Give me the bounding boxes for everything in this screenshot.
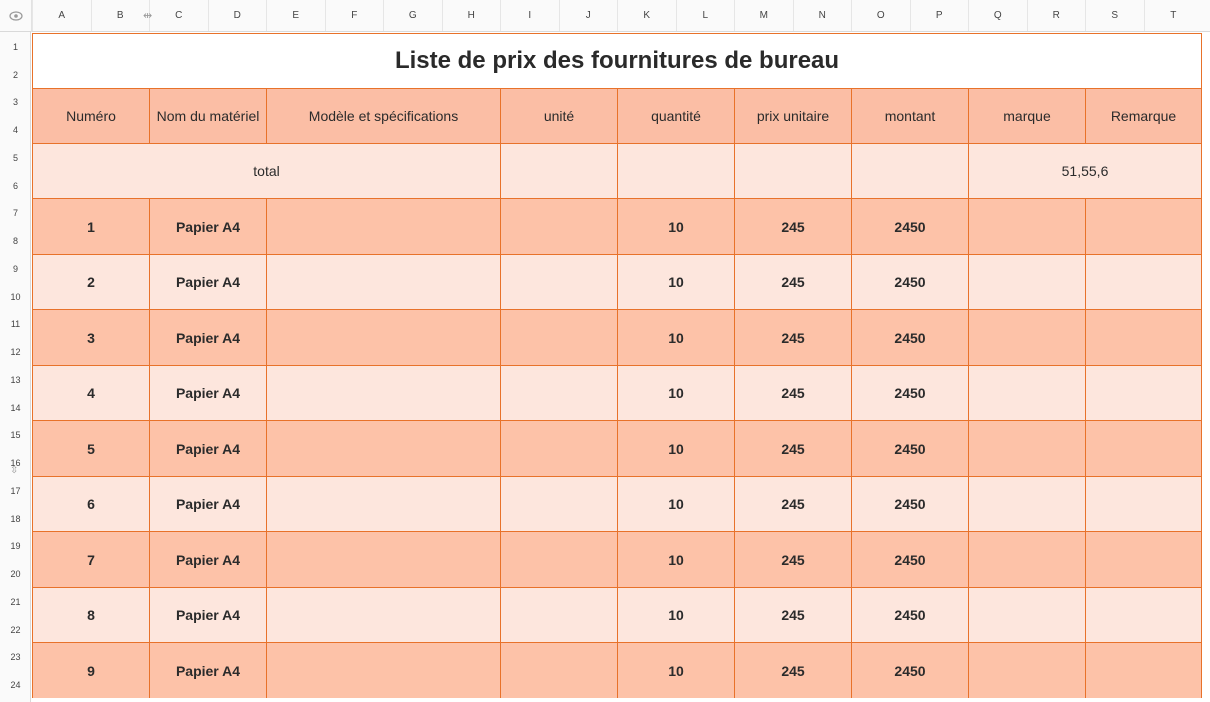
marque-cell[interactable] [968,587,1085,643]
column-header[interactable]: D [208,0,267,31]
total-value[interactable]: 51,55,6 [968,143,1202,198]
item-numero[interactable]: 8 [32,587,149,643]
modele-cell[interactable] [266,420,500,476]
unite-cell[interactable] [500,254,617,310]
item-quantite[interactable]: 10 [617,309,734,365]
row-header[interactable]: 24 [10,680,21,691]
row-header[interactable]: 3 [12,97,18,108]
marque-cell[interactable] [968,642,1085,698]
item-numero[interactable]: 6 [32,476,149,532]
remarque-cell[interactable] [1085,642,1202,698]
header-remarque[interactable]: Remarque [1085,88,1202,143]
column-header[interactable]: R [1027,0,1086,31]
marque-cell[interactable] [968,309,1085,365]
column-header[interactable]: Q [968,0,1027,31]
item-montant[interactable]: 2450 [851,476,968,532]
unite-cell[interactable] [500,476,617,532]
remarque-cell[interactable] [1085,365,1202,421]
header-modele[interactable]: Modèle et spécifications [266,88,500,143]
item-numero[interactable]: 2 [32,254,149,310]
row-header[interactable]: 21 [10,596,21,607]
item-nom[interactable]: Papier A4 [149,587,266,643]
item-quantite[interactable]: 10 [617,587,734,643]
marque-cell[interactable] [968,198,1085,254]
unite-cell[interactable] [500,365,617,421]
item-prix[interactable]: 245 [734,531,851,587]
row-header[interactable]: 18 [10,513,21,524]
row-header[interactable]: 2 [12,69,18,80]
item-nom[interactable]: Papier A4 [149,531,266,587]
row-header[interactable]: 7 [12,208,18,219]
item-prix[interactable]: 245 [734,587,851,643]
unite-cell[interactable] [500,198,617,254]
row-header[interactable]: 23 [10,652,21,663]
column-header[interactable]: O [851,0,910,31]
column-header[interactable]: K [617,0,676,31]
remarque-cell[interactable] [1085,531,1202,587]
item-nom[interactable]: Papier A4 [149,254,266,310]
item-quantite[interactable]: 10 [617,642,734,698]
item-quantite[interactable]: 10 [617,420,734,476]
column-header[interactable]: M [734,0,793,31]
item-quantite[interactable]: 10 [617,365,734,421]
item-nom[interactable]: Papier A4 [149,642,266,698]
header-prix[interactable]: prix unitaire [734,88,851,143]
item-nom[interactable]: Papier A4 [149,198,266,254]
header-nom[interactable]: Nom du matériel [149,88,266,143]
item-numero[interactable]: 1 [32,198,149,254]
remarque-cell[interactable] [1085,254,1202,310]
modele-cell[interactable] [266,642,500,698]
eye-icon[interactable] [0,0,32,32]
row-header[interactable]: 8 [12,236,18,247]
modele-cell[interactable] [266,309,500,365]
column-header[interactable]: L [676,0,735,31]
header-unite[interactable]: unité [500,88,617,143]
item-montant[interactable]: 2450 [851,254,968,310]
row-header[interactable]: 12 [10,347,21,358]
item-nom[interactable]: Papier A4 [149,420,266,476]
row-header[interactable]: 1 [12,41,18,52]
unite-cell[interactable] [500,642,617,698]
header-marque[interactable]: marque [968,88,1085,143]
column-header[interactable]: F [325,0,384,31]
item-nom[interactable]: Papier A4 [149,476,266,532]
remarque-cell[interactable] [1085,309,1202,365]
modele-cell[interactable] [266,587,500,643]
item-prix[interactable]: 245 [734,198,851,254]
remarque-cell[interactable] [1085,420,1202,476]
column-header[interactable]: E [266,0,325,31]
marque-cell[interactable] [968,254,1085,310]
item-montant[interactable]: 2450 [851,420,968,476]
item-quantite[interactable]: 10 [617,476,734,532]
modele-cell[interactable] [266,531,500,587]
total-unite-cell[interactable] [500,143,617,198]
item-montant[interactable]: 2450 [851,531,968,587]
remarque-cell[interactable] [1085,198,1202,254]
item-nom[interactable]: Papier A4 [149,309,266,365]
header-montant[interactable]: montant [851,88,968,143]
item-prix[interactable]: 245 [734,642,851,698]
column-header[interactable]: I [500,0,559,31]
column-resize-icon[interactable]: ⇹ [143,10,153,22]
item-numero[interactable]: 5 [32,420,149,476]
item-montant[interactable]: 2450 [851,587,968,643]
header-numero[interactable]: Numéro [32,88,149,143]
row-header-bar [0,32,31,702]
unite-cell[interactable] [500,309,617,365]
row-header[interactable]: 16 [10,458,21,469]
column-header[interactable]: P [910,0,969,31]
row-header[interactable]: 5 [12,152,18,163]
row-header[interactable]: 22 [10,624,21,635]
row-header[interactable]: 10 [10,291,21,302]
marque-cell[interactable] [968,476,1085,532]
total-quantite-cell[interactable] [617,143,734,198]
unite-cell[interactable] [500,420,617,476]
item-montant[interactable]: 2450 [851,309,968,365]
marque-cell[interactable] [968,420,1085,476]
column-header[interactable]: N [793,0,852,31]
row-header[interactable]: 13 [10,374,21,385]
sheet-title[interactable]: Liste de prix des fournitures de bureau [32,33,1202,88]
remarque-cell[interactable] [1085,587,1202,643]
item-prix[interactable]: 245 [734,420,851,476]
item-quantite[interactable]: 10 [617,254,734,310]
item-prix[interactable]: 245 [734,254,851,310]
item-numero[interactable]: 7 [32,531,149,587]
row-header[interactable]: 6 [12,180,18,191]
column-header[interactable]: J [559,0,618,31]
row-header[interactable]: 17 [10,485,21,496]
total-prix-cell[interactable] [734,143,851,198]
row-header[interactable]: 9 [12,263,18,274]
unite-cell[interactable] [500,587,617,643]
marque-cell[interactable] [968,531,1085,587]
item-prix[interactable]: 245 [734,365,851,421]
item-montant[interactable]: 2450 [851,365,968,421]
item-numero[interactable]: 4 [32,365,149,421]
total-label[interactable]: total [32,143,500,198]
item-quantite[interactable]: 10 [617,198,734,254]
column-header[interactable]: B [91,0,150,31]
row-resize-icon[interactable]: ⇳ [10,465,19,476]
modele-cell[interactable] [266,198,500,254]
column-header[interactable]: C [149,0,208,31]
spreadsheet-grid [32,33,1202,702]
remarque-cell[interactable] [1085,476,1202,532]
item-numero[interactable]: 9 [32,642,149,698]
item-prix[interactable]: 245 [734,476,851,532]
column-header[interactable]: S [1085,0,1144,31]
row-header[interactable]: 20 [10,569,21,580]
column-header[interactable]: A [32,0,91,31]
modele-cell[interactable] [266,476,500,532]
header-quantite[interactable]: quantité [617,88,734,143]
column-header[interactable]: H [442,0,501,31]
row-header[interactable]: 19 [10,541,21,552]
item-quantite[interactable]: 10 [617,531,734,587]
row-header[interactable]: 14 [10,402,21,413]
marque-cell[interactable] [968,365,1085,421]
column-header[interactable]: T [1144,0,1203,31]
item-montant[interactable]: 2450 [851,642,968,698]
total-montant-cell[interactable] [851,143,968,198]
column-header-bar [0,0,1210,32]
row-header[interactable]: 15 [10,430,21,441]
item-nom[interactable]: Papier A4 [149,365,266,421]
column-header[interactable]: G [383,0,442,31]
item-montant[interactable]: 2450 [851,198,968,254]
row-header[interactable]: 4 [12,125,18,136]
item-numero[interactable]: 3 [32,309,149,365]
modele-cell[interactable] [266,254,500,310]
unite-cell[interactable] [500,531,617,587]
modele-cell[interactable] [266,365,500,421]
row-header[interactable]: 11 [10,319,21,330]
item-prix[interactable]: 245 [734,309,851,365]
